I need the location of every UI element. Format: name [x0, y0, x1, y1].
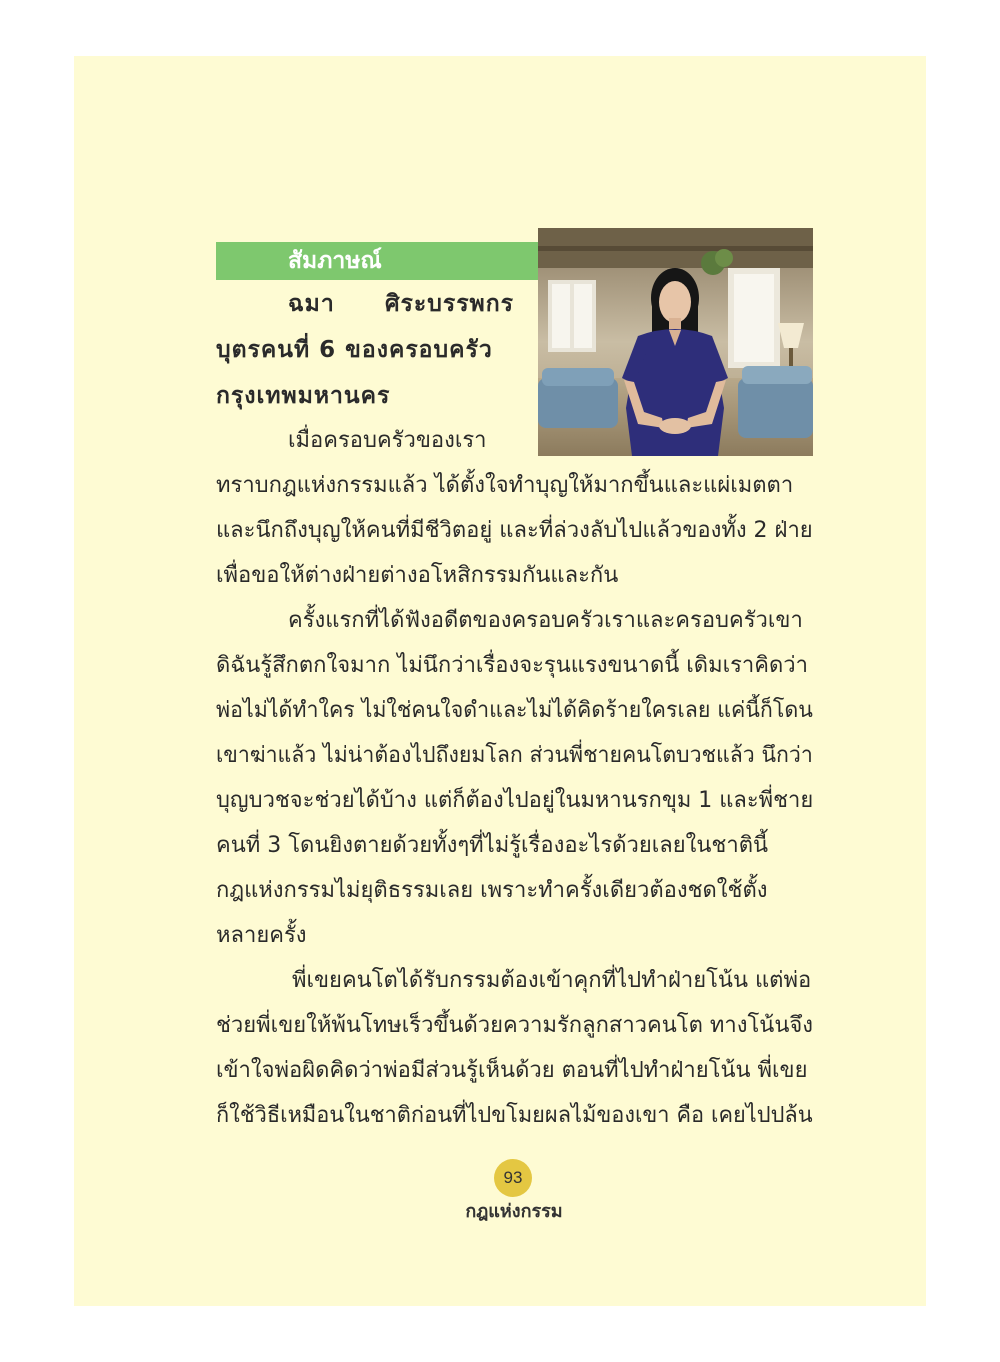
- interviewee-last-name: ศิระบรรพกร: [384, 291, 514, 317]
- paragraph-1-line-1: เมื่อครอบครัวของเรา: [288, 428, 487, 453]
- interviewee-relation: บุตรคนที่ 6 ของครอบครัว: [216, 337, 493, 363]
- paragraph-2-line-6: คนที่ 3 โดนยิงตายด้วยทั้งๆที่ไม่รู้เรื่องอะไรด้วยเลยในชาตินี้: [216, 833, 769, 858]
- interviewee-city: กรุงเทพมหานคร: [216, 383, 391, 409]
- paragraph-3-line-3: เข้าใจพ่อผิดคิดว่าพ่อมีส่วนรู้เห็นด้วย ตอนที่ไปทำฝ่ายโน้น พี่เขย: [216, 1058, 808, 1083]
- interviewee-photo: [538, 228, 813, 456]
- paragraph-1-line-3: และนึกถึงบุญให้คนที่มีชีวิตอยู่ และที่ล่วงลับไปแล้วของทั้ง 2 ฝ่าย: [216, 518, 813, 543]
- paragraph-2-line-8: หลายครั้ง: [216, 923, 307, 948]
- paragraph-2-line-1: ครั้งแรกที่ได้ฟังอดีตของครอบครัวเราและครอบครัวเขา: [288, 608, 803, 633]
- paragraph-2-line-2: ดิฉันรู้สึกตกใจมาก ไม่นึกว่าเรื่องจะรุนแรงขนาดนี้ เดิมเราคิดว่า: [216, 653, 808, 678]
- section-header-label: สัมภาษณ์: [288, 248, 382, 274]
- page-number-badge: 93: [494, 1159, 532, 1197]
- paragraph-2-line-4: เขาฆ่าแล้ว ไม่น่าต้องไปถึงยมโลก ส่วนพี่ชายคนโตบวชแล้ว นึกว่า: [216, 743, 813, 768]
- paragraph-2-line-3: พ่อไม่ได้ทำใคร ไม่ใช่คนใจดำและไม่ได้คิดร้ายใครเลย แค่นี้ก็โดน: [216, 698, 813, 723]
- paragraph-2-line-5: บุญบวชจะช่วยได้บ้าง แต่ก็ต้องไปอยู่ในมหานรกขุม 1 และพี่ชาย: [216, 788, 814, 813]
- paragraph-1-line-2: ทราบกฎแห่งกรรมแล้ว ได้ตั้งใจทำบุญให้มากขึ้นและแผ่เมตตา: [216, 473, 794, 498]
- paragraph-3-line-1: พี่เขยคนโตได้รับกรรมต้องเข้าคุกที่ไปทำฝ่ายโน้น แต่พ่อ: [292, 968, 812, 993]
- paragraph-3-line-4: ก็ใช้วิธีเหมือนในชาติก่อนที่ไปขโมยผลไม้ของเขา คือ เคยไปปล้น: [216, 1103, 813, 1128]
- book-title: กฎแห่งกรรม: [465, 1201, 563, 1222]
- paragraph-1-line-4: เพื่อขอให้ต่างฝ่ายต่างอโหสิกรรมกันและกัน: [216, 563, 619, 588]
- interviewee-first-name: ฉมา: [288, 291, 335, 317]
- paragraph-2-line-7: กฎแห่งกรรมไม่ยุติธรรมเลย เพราะทำครั้งเดียวต้องชดใช้ตั้ง: [216, 878, 768, 903]
- paragraph-3-line-2: ช่วยพี่เขยให้พ้นโทษเร็วขึ้นด้วยความรักลูกสาวคนโต ทางโน้นจึง: [216, 1013, 814, 1038]
- interviewee-name: [288, 287, 514, 321]
